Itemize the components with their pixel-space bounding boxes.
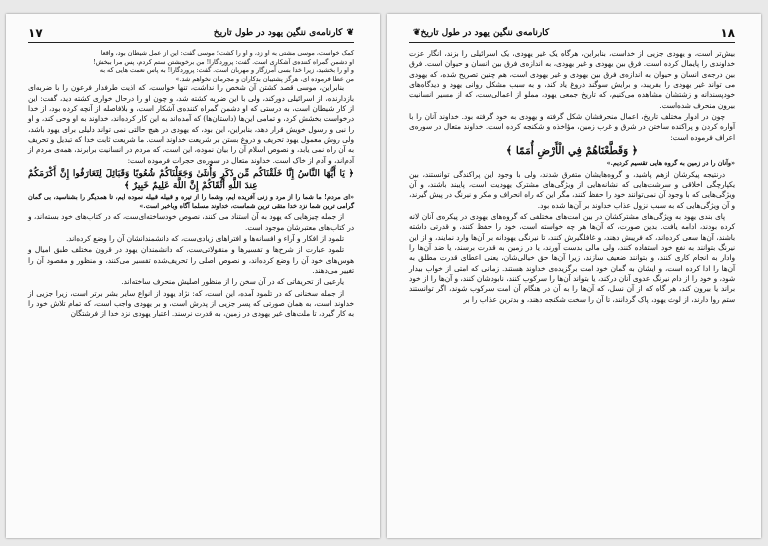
left-running-title: ❦کارنامه‌ی ننگین یهود در طول تاریخ	[213, 28, 354, 38]
left-page-header	[28, 26, 354, 43]
paragraph: یارعیی از تحریفاتی که در آن سخن را از منظور اصلیش منحرف ساخته‌اند.	[121, 277, 344, 287]
paragraph: از جمله سخنانی که در تلمود آمده، این است، که: نژاد یهود از انواع سایر بشر برتر است، زیرا جزیی از خداوند است، به همان صورتی که پسر جزیی از پدرش است، و بر یهودی واجب است، که تمام تلاش خود را به کار گیرد، تا ملت‌های غیر یهودی در زمین، به قدرت نرسند. اعتبار یهودی نزد خدا از فرشتگان	[28, 288, 354, 319]
paragraph: بنابراین، موسی قصد کشتن آن شخص را نداشت، تنها خواست، که اذیت طرفدار فرعون را با ضربه‌ای بازدارنده، از اسرائیلی دورکند، ولی با این ضربه کشته شد، و چون او را درحال خواری کشته دید، گفت: این از کار شیطان است، به درستی که او دشمن گمراه کننده‌ی آشکار است، و بلافاصله از آنچه کرده بود، از خدا درخواست بخشش کرد، و تمامی این‌ها (داستان‌ها) که آمده‌اند به این کار کرده‌اند، خداوند به او وحی کند، و او را نبی و رسول خویش قرار دهد، بنابراین، این بود، که یهودی در هیچ حالتی نمی تواند دلیلی برای یهود باشد، ولی روش معمول یهود تحریف و دروغ بستن بر شریعت خداوند است. ما شریعت ثابت خدا که تبدیل و تحریف به آن راه نمی یابد، و نصوص اسلام آن را بیان نموده، این است، که مردم در انسانیت برابرند، همه‌ی مردم از آدم‌اند، و آدم از خاک است. خداوند متعال در سوره‌ی حجرات فرموده است:	[28, 83, 354, 165]
quran-verse: ﴿ وَقَطَّعْنَاهُمْ فِي الْأَرْضِ أُمَمًا ﴾	[506, 145, 638, 158]
right-page-body	[409, 49, 735, 305]
paragraph: از جمله چیزهایی که یهود به آن استناد می کنند، نصوص خودساخته‌ای‌ست، که در کتاب‌های خود بسته‌اند، و در کتاب‌های معتبرشان موجود است.	[28, 212, 354, 232]
right-page-number: ۱۸	[720, 26, 735, 40]
intro-line: او دشمن گمراه کننده‌ی آشکاری است. گفت: پروردگارا! من برخویشتن ستم کردم، پس مرا ببخش!	[93, 57, 354, 66]
verse-translation: «ای مردم! ما شما را از مرد و زنی آفریده ایم، وشما را از تیره و قبیله قبیله نموده ایم، تا همدیگر را بشناسید، بی گمان گرامی ترین شما نزد خدا متقی ترین شماست، خداوند مسلما آگاه وباخبر است.»	[28, 193, 354, 210]
intro-verse-translation	[28, 49, 354, 83]
verse-translation: «وآنان را در زمین به گروه هایی تقسیم کردیم.»	[606, 159, 735, 168]
paragraph: چون در ادوار مختلف تاریخ، اعمال منحرفشان شکل گرفته و یهودی به خود گرفته بود. خداوند آنان را با آواره کردن و پراکنده ساختن در شرق و غرب زمین، مؤاخذه و شکنجه کرده است. خداوند متعال در سوره‌ی اعراف فرموده است:	[409, 112, 735, 142]
right-page-header	[409, 26, 735, 43]
paragraph: پای بندی یهود به ویژگی‌های مشترکشان در بین امت‌های مختلفی که گروه‌های یهودی در پیکره‌ی آنان لانه کرده بودند، ادامه یافت. بدین صورت، که آن‌ها هر چه خواسته است، خود را حفظ کنند، و قدرتی داشته باشند، آن‌ها سعی کرده‌اند، که فریبش دهند، و غافلگیرش کنند، تا نیرنگی یهودانه بر آن‌ها وارد نمایند، و از این نیرنگ بتوانند به نفع خود استفاده کنند، ولی مالی بدست آورند، یا در زمین به قدرت برسند، یا ضد آن‌ها را وادار به انجام کاری کنند، و بتوانند ضعیف سازند، زیرا آن‌ها حق خیالی‌شان، یعنی اعطای قدرت مطلق به آن‌ها را ادا کرده است، و ایشان به گمان خود امت برگزیده‌ی خداوند هستند. زمانی که امتی از خواب بیدار شود، و خود را از دام نیرنگ عدوی آنان درکند، یا بتواند آن‌ها را سرکوب کنند، نابودشان کنند، و آن‌ها را از خود براند یا بیرون کند، هر گاه که از آن نسل، که آن‌ها را به آن در هنگام آن امت سرکوب شوند، اگر توانستند ستم روا دارند، از لوث یهود، پاک گردانند، تا آن را سخت شکنجه دهند، و بدترین عذاب را بر	[409, 212, 735, 304]
paragraph: تلمود عبارت از شرح‌ها و تفسیرها و منقولاتی‌ست، که دانشمندان یهود در قرون مختلف طبق امیال و هوس‌های خود آن را وضع کرده‌اند، و نصوص اصلی را تحریف‌شده تفسیر می‌کنند، و منظور و مقصود آن را تغییر می‌دهند.	[28, 245, 354, 276]
left-page	[6, 14, 380, 538]
paragraph: درنتیجه پیکرشان ازهم پاشید، و گروه‌هایشان متفرق شدند، ولی با وجود این پراکندگی توانستند، بین یکپارچگی اخلاقی و سرشت‌هایی که نشانه‌هایی از ویژگی‌های مشترک یهودیت است، پایبند باشند، و آن ویژگی‌هایی که با وجود آن نمی‌توانند خود را حفظ کنند، مگر این که راه انحراف و مکر و نیرنگ در پیش گیرند، و آن ویژگی‌هایی که به سبب نزول عذاب خداوند بر آن‌ها شده بود.	[409, 169, 735, 210]
paragraph: تلمود از افکار و آراء و افسانه‌ها و افتراهای زیادی‌ست، که دانشمندانشان آن را وضع کرده‌اند.	[65, 234, 344, 243]
right-page	[387, 14, 761, 538]
ornament-icon: ❦	[346, 28, 354, 38]
quran-verse: ﴿ يَا أَيُّهَا النَّاسُ إِنَّا خَلَقْنَاكُم مِّن ذَكَرٍ وَأُنثَىٰ وَجَعَلْنَاكُمْ شُعُوبًا وَقَبَائِلَ لِتَعَارَفُوا إِنَّ أَكْرَمَكُمْ عِندَ اللَّهِ أَتْقَاكُمْ إِنَّ اللَّهَ عَلِيمٌ خَبِيرٌ ﴾	[28, 168, 354, 192]
intro-line: من عطا فرموده ای، هرگز پشتیبان بدکاران و مجرمان نخواهم شد.»	[175, 74, 354, 83]
right-running-title: کارنامه‌ی ننگین یهود در طول تاریخ❦	[413, 28, 550, 38]
left-page-number: ۱۷	[28, 26, 43, 40]
ornament-icon: ❦	[413, 28, 421, 38]
paragraph: بیش‌تر است، و یهودی جزیی از خداست، بنابراین، هرگاه یک غیر یهودی، یک اسرائیلی را بزند، انگار عزت خداوندی را پایمال کرده است. فرق بین یهودی و غیر یهودی، به اندازه‌ی فرق بین انسان و حیوان است. فرق بین درجه‌ی انسان و حیوان به اندازه‌ی فرق بین یهودی و غیر یهودی است، هم چنین تصریح شده، که یهودی می تواند غیر یهودی را بفریبد، و برایش سوگند دروغ یاد کند، و به سبب مشکل روانی یهود و دیدگاه‌های خودپسندانه و زشتشان مشاهده می‌کنیم، که تاریخ جمعی یهود، مملو از اعمالی‌ست، که از مسیر انسانیت بیرون منحرف شده‌است.	[409, 49, 735, 110]
intro-line: و او را بخشید، زیرا خدا بسی آمرزگار و مهربان است. گفت: پروردگارا! به پاس نعمت هایی که به	[99, 66, 354, 75]
left-page-body	[28, 49, 354, 320]
intro-line: کمک خواست، موسی مشتی به او زد، و او را کشت؛ موسی گفت: این از عمل شیطان بود، واقعا	[100, 49, 354, 57]
